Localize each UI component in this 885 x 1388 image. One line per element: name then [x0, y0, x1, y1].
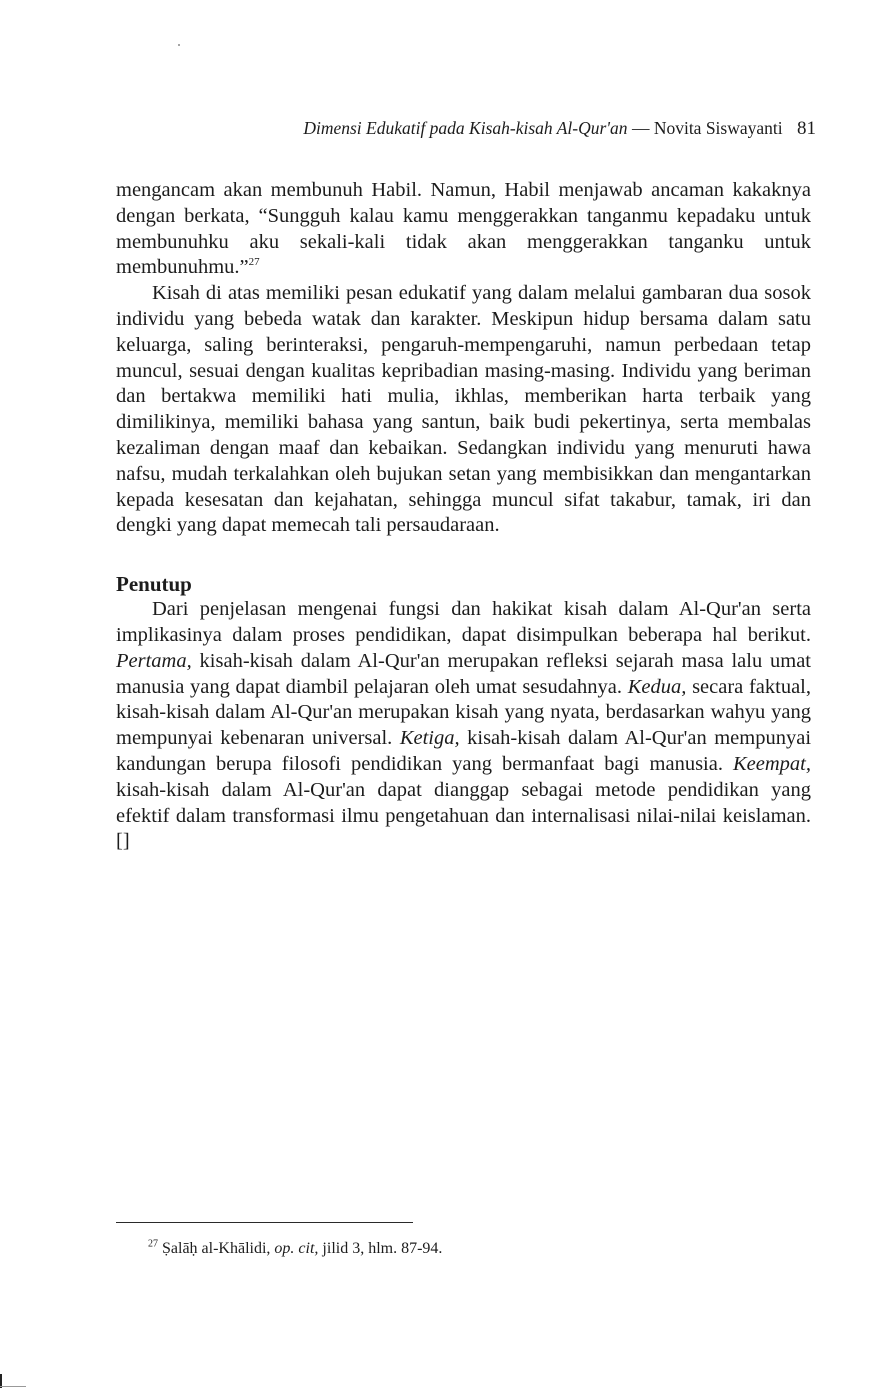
header-title: Dimensi Edukatif pada Kisah-kisah Al-Qur'an	[303, 118, 628, 138]
conclusion-text: secara faktual, kisah-kisah dalam Al-Qur'an merupakan kisah yang nyata, berdasarkan wahyu yang mempunyai kebenaran universal.	[116, 675, 811, 750]
conclusion-text: kisah-kisah dalam Al-Qur'an mempunyai kandungan berupa filosofi pendidikan yang bermanfaat bagi manusia.	[116, 727, 812, 775]
header-separator: —	[631, 118, 650, 138]
point-first: Pertama,	[116, 649, 192, 672]
paragraph-kisah: Kisah di atas memiliki pesan edukatif yang dalam melalui gambaran dua sosok individu yang bebeda watak dan karakter. Meskipun hidup bersama dalam satu keluarga, saling berinteraksi, pengaruh-mempengaruhi, namun perbedaan tetap muncul, sesuai dengan kualitas kepribadian masing-masing. Individu yang beriman dan bertakwa memiliki hati mulia, ikhlas, memberikan harta terbaik yang dimilikinya, memiliki bahasa yang santun, baik budi pekertinya, serta membalas kezaliman dengan maaf dan kebaikan. Sedangkan individu yang menuruti hawa nafsu, mudah terkalahkan oleh bujukan setan yang membisikkan dan mengantarkan kepada kesesatan dan kejahatan, sehingga muncul sifat takabur, tamak, iri dan dengki yang dapat memecah tali persaudaraan.	[116, 282, 811, 537]
footnote-divider	[116, 1222, 413, 1223]
footnote-abbr: op. cit,	[274, 1240, 319, 1257]
conclusion-text: Dari penjelasan mengenai fungsi dan hakikat kisah dalam Al-Qur'an serta implikasinya dalam proses pendidikan, dapat disimpulkan beberapa hal berikut.	[116, 598, 811, 646]
conclusion-text: kisah-kisah dalam Al-Qur'an dapat dianggap sebagai metode pendidikan yang efektif dalam transformasi ilmu pengetahuan dan internalisasi nilai-nilai keislaman.[]	[116, 778, 811, 853]
page-number: 81	[797, 118, 816, 139]
footnote-author: Ṣalāḥ al-Khālidi,	[162, 1240, 271, 1257]
footnote	[148, 1240, 442, 1258]
point-fourth: Keempat,	[733, 752, 811, 775]
point-third: Ketiga,	[399, 727, 460, 750]
page-body	[116, 178, 811, 855]
paragraph-continued	[116, 178, 811, 281]
footnote-number: 27	[148, 1238, 158, 1250]
point-second: Kedua,	[627, 675, 687, 698]
section-heading: Penutup	[116, 572, 192, 597]
paragraph-text: mengancam akan membunuh Habil. Namun, Habil menjawab ancaman kakaknya dengan berkata, “Sungguh kalau kamu menggerakkan tanganmu kepadaku untuk membunuhku aku sekali-kali tidak akan menggerakkan tanganku untuk membunuhmu.”	[116, 179, 811, 279]
paragraph-conclusion	[116, 597, 811, 855]
footnote-detail: jilid 3, hlm. 87-94.	[322, 1240, 443, 1257]
header-author: Novita Siswayanti	[653, 118, 783, 138]
scan-speck	[178, 44, 180, 46]
footnote-ref: 27	[248, 256, 260, 269]
scan-edge-mark	[0, 1386, 26, 1387]
running-header	[148, 118, 816, 140]
conclusion-text: kisah-kisah dalam Al-Qur'an merupakan refleksi sejarah masa lalu umat manusia yang dapat diambil pelajaran oleh umat sesudahnya.	[116, 649, 812, 698]
